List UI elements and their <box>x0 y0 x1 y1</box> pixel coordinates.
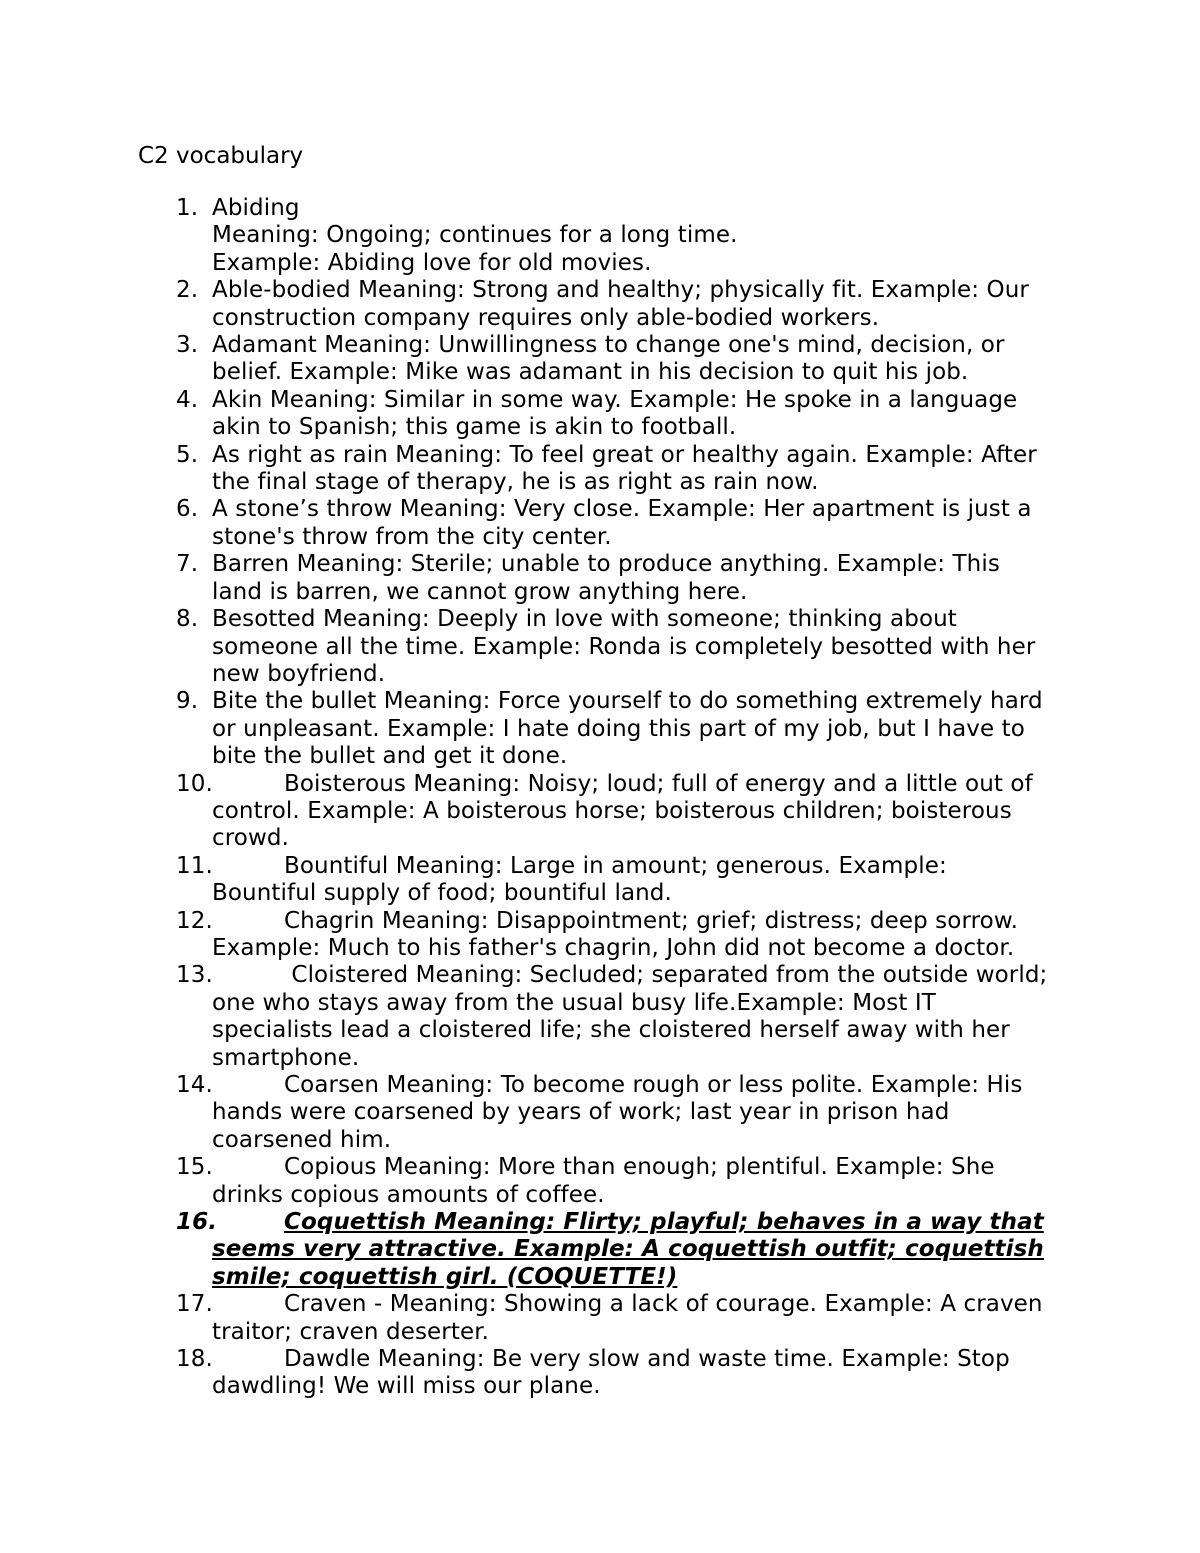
item-text <box>212 442 1070 497</box>
item-line: new boyfriend. <box>212 660 386 687</box>
item-line: Dawdle Meaning: Be very slow and waste time. Example: Stop <box>284 1346 1010 1373</box>
item-text <box>212 387 1070 442</box>
item-text <box>212 908 1070 963</box>
item-text <box>212 1072 1070 1154</box>
item-line: Besotted Meaning: Deeply in love with someone; thinking about <box>212 606 957 633</box>
item-line: Boisterous Meaning: Noisy; loud; full of energy and a little out of <box>284 770 1033 797</box>
item-number: 11. <box>176 852 213 879</box>
item-line: akin to Spanish; this game is akin to football. <box>212 414 737 441</box>
item-line: construction company requires only able-bodied workers. <box>212 304 880 331</box>
list-item <box>0 332 1200 387</box>
item-number: 5. <box>176 441 199 468</box>
list-item <box>0 606 1200 688</box>
item-text <box>212 853 1070 908</box>
item-line: Able-bodied Meaning: Strong and healthy; physically fit. Example: Our <box>212 277 1029 304</box>
list-item <box>0 688 1200 770</box>
item-number: 16. <box>176 1209 218 1236</box>
item-line: hands were coarsened by years of work; last year in prison had <box>212 1099 950 1126</box>
item-line: Barren Meaning: Sterile; unable to produce anything. Example: This <box>212 551 1000 578</box>
item-line: land is barren, we cannot grow anything here. <box>212 578 748 605</box>
item-line: seems very attractive. Example: A coquettish outfit; coquettish <box>212 1236 1044 1263</box>
item-number: 15. <box>176 1154 213 1181</box>
item-number: 14. <box>176 1072 213 1098</box>
item-line: dawdling! We will miss our plane. <box>212 1373 601 1400</box>
item-number: 2. <box>176 277 199 304</box>
item-line: Bountiful Meaning: Large in amount; generous. Example: <box>284 852 947 879</box>
item-line: Bountiful supply of food; bountiful land. <box>212 880 672 907</box>
item-text <box>212 332 1070 387</box>
item-line: control. Example: A boisterous horse; boisterous children; boisterous <box>212 797 1012 824</box>
item-line: traitor; craven deserter. <box>212 1318 490 1345</box>
item-number: 13. <box>176 962 213 989</box>
item-line: Cloistered Meaning: Secluded; separated from the outside world; <box>284 962 1048 989</box>
item-text <box>212 606 1070 688</box>
item-text <box>212 195 1070 277</box>
list-item <box>0 1346 1200 1401</box>
item-line: one who stays away from the usual busy life.Example: Most IT <box>212 989 936 1016</box>
item-line: smartphone. <box>212 1044 360 1071</box>
item-text <box>212 1209 1070 1291</box>
list-item <box>0 1154 1200 1209</box>
item-number: 4. <box>176 386 199 413</box>
item-number: 8. <box>176 606 199 633</box>
item-number: 10. <box>176 770 213 797</box>
item-number: 17. <box>176 1291 213 1318</box>
list-item <box>0 277 1200 332</box>
item-line: Example: Abiding love for old movies. <box>212 249 652 276</box>
item-text <box>212 551 1070 606</box>
item-line: the final stage of therapy, he is as right as rain now. <box>212 469 819 496</box>
item-line: Abiding <box>212 195 300 221</box>
item-number: 6. <box>176 496 199 523</box>
item-line: crowd. <box>212 825 289 852</box>
item-line: specialists lead a cloistered life; she cloistered herself away with her <box>212 1017 1010 1044</box>
item-line: smile; coquettish girl. (COQUETTE!) <box>212 1263 678 1290</box>
document-title: C2 vocabulary <box>138 143 304 169</box>
list-item <box>0 496 1200 551</box>
list-item <box>0 962 1200 1072</box>
item-line: Copious Meaning: More than enough; plentiful. Example: She <box>284 1154 995 1181</box>
list-item <box>0 195 1200 277</box>
item-line: Craven - Meaning: Showing a lack of courage. Example: A craven <box>284 1291 1043 1318</box>
list-item <box>0 908 1200 963</box>
item-text <box>212 1291 1070 1346</box>
list-item <box>0 1072 1200 1154</box>
item-text <box>212 962 1070 1072</box>
item-number: 7. <box>176 551 199 578</box>
item-line: Bite the bullet Meaning: Force yourself to do something extremely hard <box>212 688 1043 715</box>
item-line: Akin Meaning: Similar in some way. Example: He spoke in a language <box>212 386 1018 413</box>
item-line: Coarsen Meaning: To become rough or less polite. Example: His <box>284 1072 1023 1098</box>
item-line: belief. Example: Mike was adamant in his decision to quit his job. <box>212 359 969 386</box>
item-line: As right as rain Meaning: To feel great or healthy again. Example: After <box>212 441 1037 468</box>
item-number: 18. <box>176 1346 213 1373</box>
item-line: someone all the time. Example: Ronda is completely besotted with her <box>212 633 1036 660</box>
item-line: coarsened him. <box>212 1126 392 1153</box>
item-text <box>212 1154 1070 1209</box>
item-line: Chagrin Meaning: Disappointment; grief; distress; deep sorrow. <box>284 907 1019 934</box>
item-line: drinks copious amounts of coffee. <box>212 1181 605 1208</box>
list-item <box>0 853 1200 908</box>
item-text <box>212 1346 1070 1401</box>
item-line: Adamant Meaning: Unwillingness to change one's mind, decision, or <box>212 332 1005 359</box>
item-text <box>212 688 1070 770</box>
list-item <box>0 387 1200 442</box>
item-line: A stone’s throw Meaning: Very close. Example: Her apartment is just a <box>212 496 1032 523</box>
item-line: Example: Much to his father's chagrin, John did not become a doctor. <box>212 934 1015 961</box>
vocabulary-list <box>0 195 1200 1401</box>
item-text <box>212 496 1070 551</box>
item-line: or unpleasant. Example: I hate doing this part of my job, but I have to <box>212 715 1025 742</box>
item-text <box>212 277 1070 332</box>
item-number: 9. <box>176 688 199 715</box>
list-item <box>0 442 1200 497</box>
list-item <box>0 551 1200 606</box>
list-item <box>0 771 1200 853</box>
item-line: bite the bullet and get it done. <box>212 743 568 770</box>
item-text <box>212 771 1070 853</box>
list-item-highlighted <box>0 1209 1200 1291</box>
item-line: stone's throw from the city center. <box>212 523 612 550</box>
item-number: 12. <box>176 907 213 934</box>
item-number: 1. <box>176 195 199 221</box>
item-line: Coquettish Meaning: Flirty; playful; behaves in a way that <box>284 1209 1044 1236</box>
list-item <box>0 1291 1200 1346</box>
item-line: Meaning: Ongoing; continues for a long time. <box>212 222 738 249</box>
item-number: 3. <box>176 332 199 359</box>
